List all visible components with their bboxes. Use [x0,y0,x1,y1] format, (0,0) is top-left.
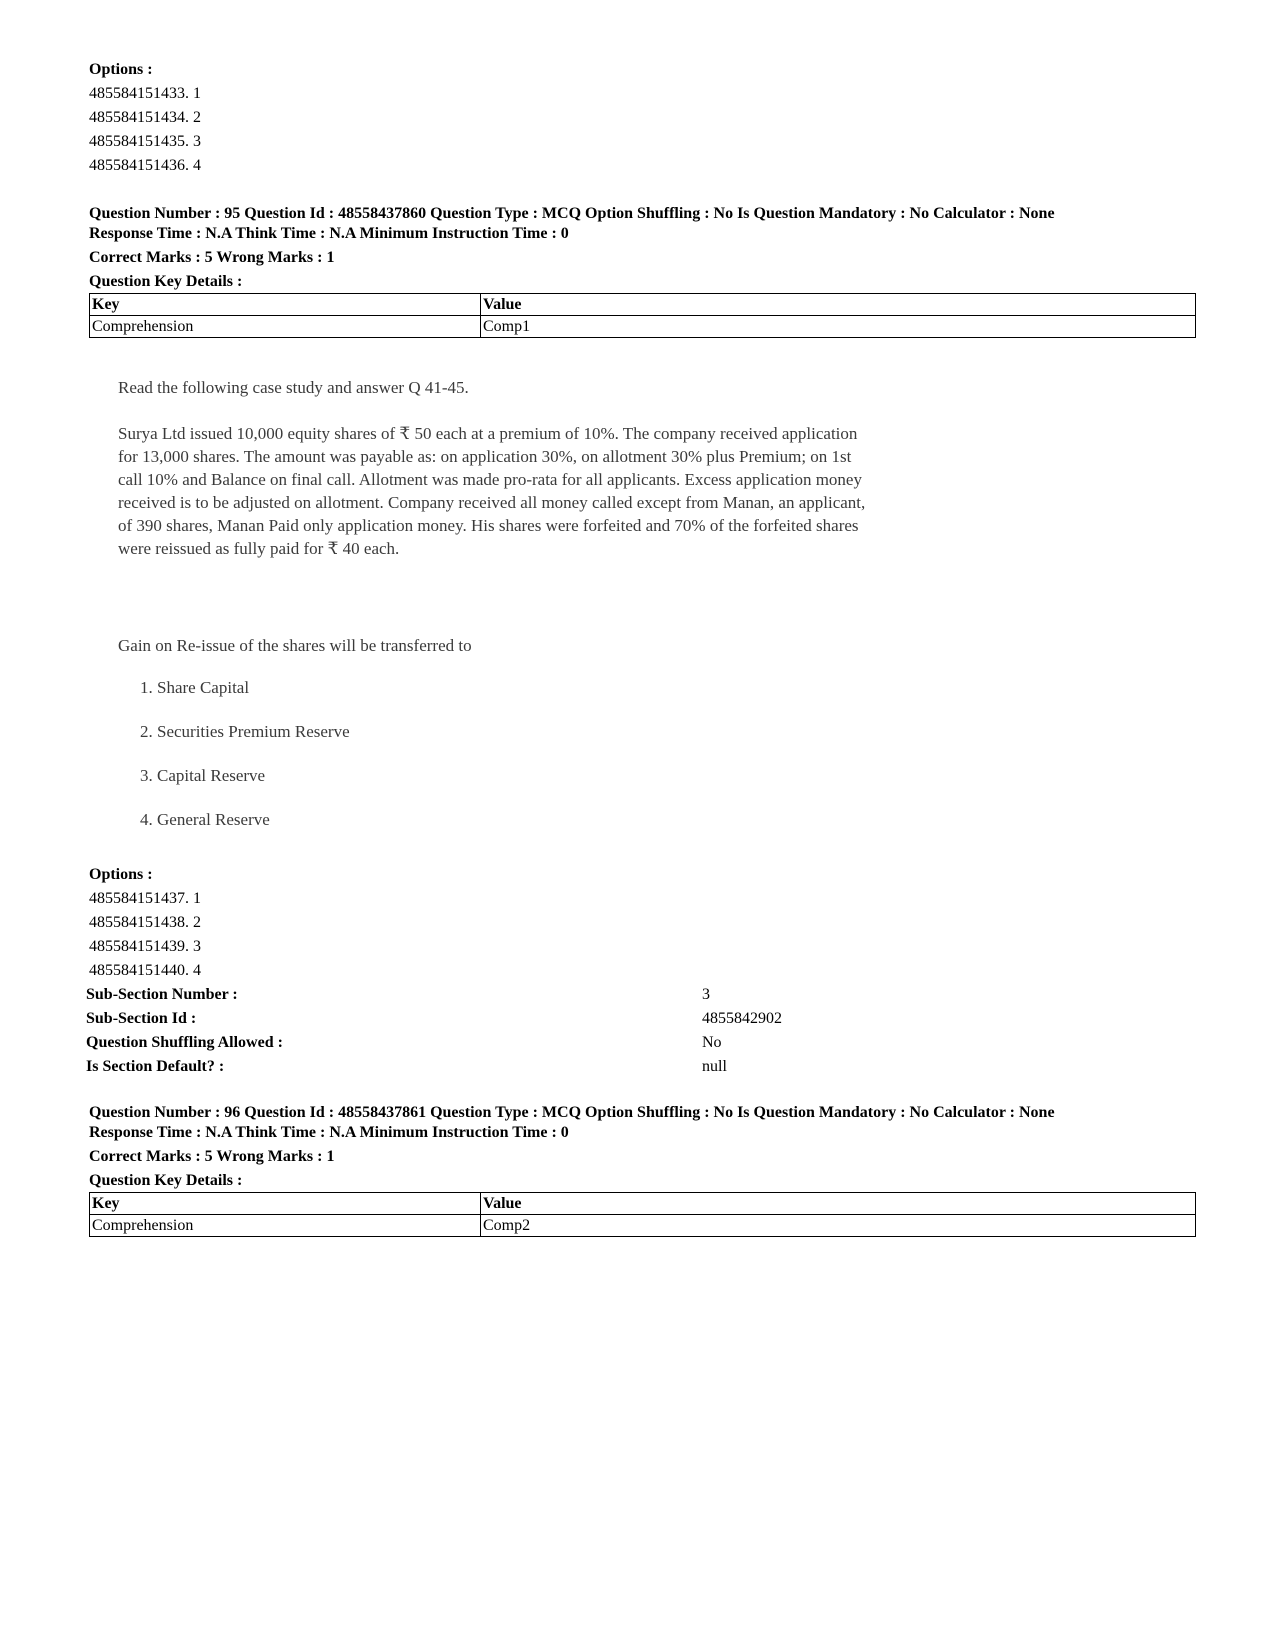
options-heading: Options : [89,866,153,883]
table-header-value: Value [481,1193,1196,1215]
sub-section-label: Is Section Default? : [86,1058,225,1075]
sub-section-value: No [702,1034,722,1051]
case-study-line: were reissued as fully paid for ₹ 40 each. [118,539,400,558]
table-cell-value: Comp1 [481,316,1196,338]
sub-section-value: null [702,1058,727,1075]
key-details-label: Question Key Details : [89,273,243,290]
question-95-header [89,204,1055,294]
table-header-row [90,294,1196,316]
sub-section-row [86,1007,1186,1031]
question-meta-line: Question Number : 95 Question Id : 48558437860 Question Type : MCQ Option Shuffling : No Is Question Mandatory : No Calculator : None [89,205,1055,222]
question-timing-line: Response Time : N.A Think Time : N.A Minimum Instruction Time : 0 [89,225,569,242]
case-study-line: received is to be adjusted on allotment. Company received all money called except from Manan, an applicant, [118,493,866,512]
case-study-question: Gain on Re-issue of the shares will be transferred to [118,636,472,655]
case-study-line: for 13,000 shares. The amount was payable as: on application 30%, on allotment 30% plus Premium; on 1st [118,447,852,466]
sub-section-info [86,983,1186,1079]
table-row [90,1215,1196,1237]
table-header-key: Key [90,1193,481,1215]
options-block-q95 [89,863,201,983]
case-study-choice: 3. Capital Reserve [140,766,266,785]
sub-section-row [86,983,1186,1007]
sub-section-label: Sub-Section Number : [86,986,238,1003]
sub-section-label: Sub-Section Id : [86,1010,197,1027]
option-item: 485584151437. 1 [89,890,201,907]
question-timing-line: Response Time : N.A Think Time : N.A Minimum Instruction Time : 0 [89,1124,569,1141]
question-marks: Correct Marks : 5 Wrong Marks : 1 [89,1148,335,1165]
options-heading: Options : [89,61,153,78]
question-meta-line: Question Number : 96 Question Id : 48558437861 Question Type : MCQ Option Shuffling : No Is Question Mandatory : No Calculator : None [89,1104,1055,1121]
table-cell-value: Comp2 [481,1215,1196,1237]
option-item: 485584151433. 1 [89,85,201,102]
question-96-header [89,1103,1055,1193]
option-item: 485584151438. 2 [89,914,201,931]
table-header-value: Value [481,294,1196,316]
table-header-row [90,1193,1196,1215]
options-block-1 [89,58,201,178]
sub-section-value: 4855842902 [702,1010,782,1027]
case-study-choice: 1. Share Capital [140,678,250,697]
case-study-line: Surya Ltd issued 10,000 equity shares of ₹ 50 each at a premium of 10%. The company received application [118,424,858,443]
key-details-label: Question Key Details : [89,1172,243,1189]
question-95-key-table [89,293,1196,338]
option-item: 485584151434. 2 [89,109,201,126]
sub-section-value: 3 [702,986,710,1003]
case-study-image [110,372,1010,852]
case-study-choice: 4. General Reserve [140,810,270,829]
option-item: 485584151440. 4 [89,962,201,979]
option-item: 485584151436. 4 [89,157,201,174]
question-96-key-table [89,1192,1196,1237]
question-marks: Correct Marks : 5 Wrong Marks : 1 [89,249,335,266]
sub-section-row [86,1031,1186,1055]
case-study-line: of 390 shares, Manan Paid only application money. His shares were forfeited and 70% of the forfeited shares [118,516,859,535]
sub-section-row [86,1055,1186,1079]
table-cell-key: Comprehension [90,1215,481,1237]
table-row [90,316,1196,338]
case-study-intro: Read the following case study and answer Q 41-45. [118,378,469,397]
case-study-paragraph [118,422,968,560]
case-study-choice: 2. Securities Premium Reserve [140,722,350,741]
option-item: 485584151435. 3 [89,133,201,150]
sub-section-label: Question Shuffling Allowed : [86,1034,283,1051]
case-study-line: call 10% and Balance on final call. Allotment was made pro-rata for all applicants. Excess application money [118,470,862,489]
table-cell-key: Comprehension [90,316,481,338]
option-item: 485584151439. 3 [89,938,201,955]
table-header-key: Key [90,294,481,316]
